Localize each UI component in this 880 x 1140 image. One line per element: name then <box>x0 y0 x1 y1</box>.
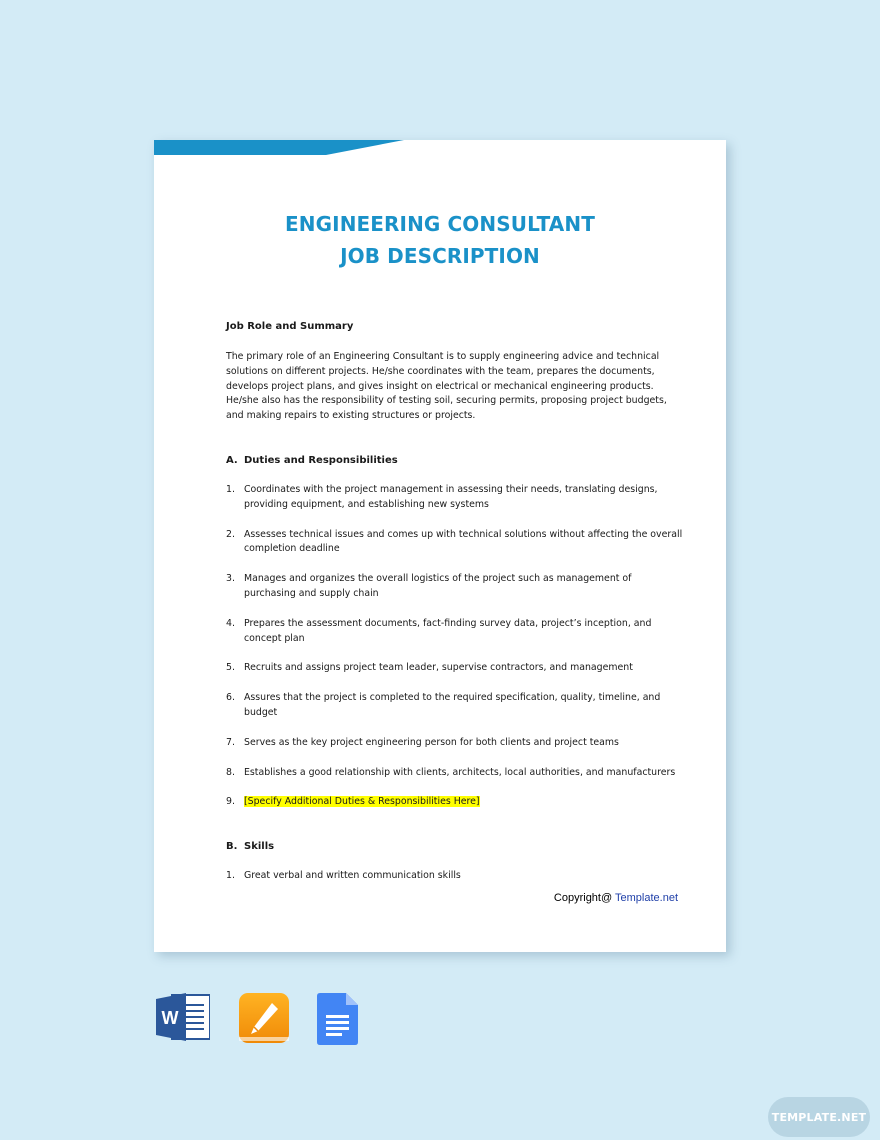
list-item-text-wrap <box>244 736 684 751</box>
section-heading <box>226 840 684 854</box>
list-item <box>226 869 684 884</box>
document-title <box>154 208 726 272</box>
list-item-number: 2. <box>226 528 235 540</box>
google-docs-icon[interactable] <box>317 993 359 1049</box>
title-line-1: ENGINEERING CONSULTANT <box>285 212 595 236</box>
section-title: Duties and Responsibilities <box>244 454 398 466</box>
list-item-text: Recruits and assigns project team leader, supervise contractors, and management <box>244 662 633 674</box>
list-item-number: 1. <box>226 870 235 882</box>
list-item-text: Serves as the key project engineering person for both clients and project teams <box>244 736 619 748</box>
section-title: Skills <box>244 841 275 853</box>
list-item-number: 1. <box>226 483 235 495</box>
list-item-number: 7. <box>226 736 235 748</box>
list-item-text: Great verbal and written communication skills <box>244 870 461 882</box>
copyright-prefix: Copyright@ <box>553 892 616 904</box>
list-item-text-wrap <box>244 869 684 884</box>
list-item-text-wrap <box>244 617 684 647</box>
header-band <box>154 140 726 156</box>
list-item-text: Coordinates with the project management in assessing their needs, translating designs, providing equipment, and establishing new systems <box>244 483 658 510</box>
list-item-text-wrap <box>244 691 684 721</box>
list-item-number: 5. <box>226 662 235 674</box>
pages-icon[interactable] <box>238 993 290 1049</box>
copyright-link[interactable]: Template.net <box>615 892 678 904</box>
list-item-text-wrap <box>244 528 684 558</box>
list-item-text: Establishes a good relationship with clients, architects, local authorities, and manufacturers <box>244 766 676 778</box>
list-item-number: 9. <box>226 796 235 808</box>
copyright-notice <box>554 892 678 904</box>
list-item <box>226 736 684 751</box>
list-item-text: Assesses technical issues and comes up with technical solutions without affecting the overall completion deadline <box>244 528 683 555</box>
section-letter: A. <box>226 454 238 466</box>
section-heading <box>226 454 684 468</box>
list-item-number: 4. <box>226 617 235 629</box>
document-body <box>226 320 684 884</box>
template-net-badge[interactable]: TEMPLATE.NET <box>768 1097 870 1137</box>
summary-heading: Job Role and Summary <box>226 321 354 332</box>
document-page <box>154 140 726 952</box>
title-line-2: JOB DESCRIPTION <box>340 244 540 268</box>
list-item-text-wrap <box>244 661 684 676</box>
word-icon[interactable] <box>156 993 210 1045</box>
placeholder-text: [Specify Additional Duties & Responsibilities Here] <box>244 796 480 808</box>
list-item <box>226 691 684 721</box>
list-item <box>226 617 684 647</box>
list-item-text-wrap <box>244 483 684 513</box>
list-item <box>226 795 684 810</box>
list-item <box>226 528 684 558</box>
svg-text:W: W <box>161 1008 179 1028</box>
list-item-text: Manages and organizes the overall logistics of the project such as management of purchasing and supply chain <box>244 573 632 599</box>
summary-paragraph: The primary role of an Engineering Consultant is to supply engineering advice and technical solutions on different projects. He/she coordinates with the team, prepares the documents, develops project plans, and gives insight on electrical or mechanical engineering products. He/she also has the responsibility of testing soil, securing permits, proposing project budgets, and making repairs to existing structures or projects. <box>226 351 667 422</box>
list-item <box>226 661 684 676</box>
list-item-text-wrap <box>244 572 684 602</box>
list-item-number: 3. <box>226 573 235 585</box>
section-letter: B. <box>226 841 238 853</box>
list-item <box>226 483 684 513</box>
sections-container <box>226 454 684 884</box>
list-item-text: Assures that the project is completed to the required specification, quality, timeline, and budget <box>244 692 661 718</box>
list-item-number: 8. <box>226 766 235 778</box>
list-item-text-wrap <box>244 795 684 810</box>
section-list <box>226 483 684 810</box>
list-item <box>226 766 684 781</box>
section-list <box>226 869 684 884</box>
list-item-text-wrap <box>244 766 684 781</box>
list-item <box>226 572 684 602</box>
list-item-number: 6. <box>226 692 235 704</box>
list-item-text: Prepares the assessment documents, fact-finding survey data, project’s inception, and concept plan <box>244 617 652 644</box>
